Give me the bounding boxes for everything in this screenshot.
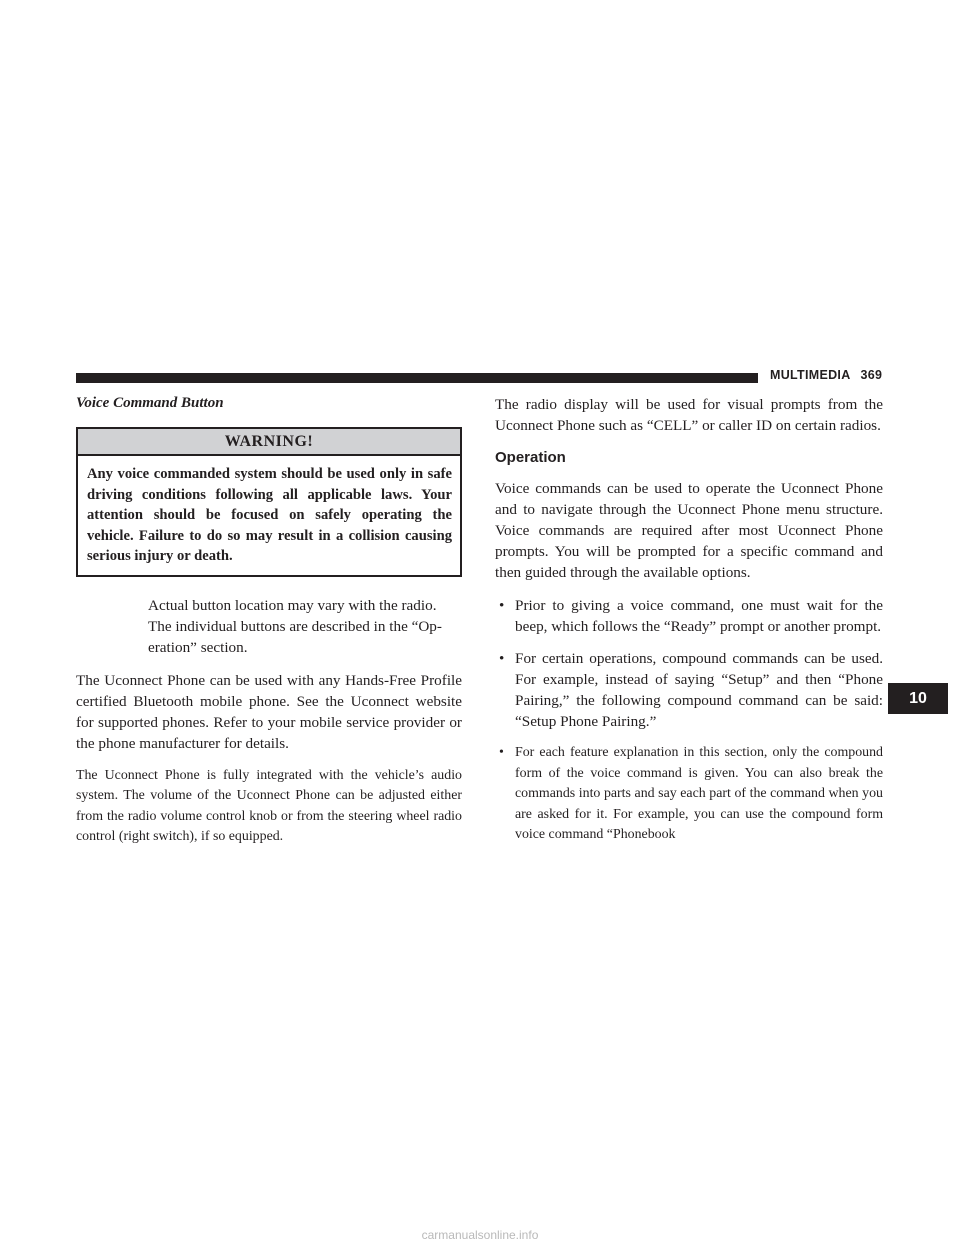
right-column (495, 394, 883, 857)
chapter-tab: 10 (888, 683, 948, 714)
running-header (770, 368, 890, 382)
warning-box (76, 427, 462, 577)
section-title: MULTIMEDIA (770, 368, 851, 382)
bullet-icon: • (499, 650, 505, 667)
list-item-text: For certain operations, compound commands can be used. For example, instead of saying “Setup” and then “Phone Pairing,” the following compound command can be said: “Setup Phone Pairing.” (515, 650, 883, 730)
list-item (495, 648, 883, 732)
page-number: 369 (860, 368, 883, 382)
body-paragraph: The radio display will be used for visual prompts from the Uconnect Phone such as “CELL” or caller ID on certain radios. (495, 396, 883, 434)
list-item (495, 595, 883, 637)
left-column (76, 394, 462, 860)
bullet-icon: • (499, 745, 504, 760)
list-item-text: For each feature explanation in this section, only the compound form of the voice command is given. You can also break the commands into parts and say each part of the command when you are asked for it. For example, you can use the compound form voice command “Phonebook (515, 745, 883, 842)
body-paragraph: The Uconnect Phone is fully integrated with the vehicle’s audio system. The volume of the Uconnect Phone can be adjusted either from the radio volume control knob or from the steering wheel radio control (right switch), if so equipped. (76, 767, 462, 844)
bullet-list (495, 595, 883, 846)
body-paragraph: The Uconnect Phone can be used with any Hands-Free Profile certified Bluetooth mobile phone. See the Uconnect website for supported phones. Refer to your mobile service provider or the phone manufacturer for details. (76, 671, 462, 752)
header-rule (76, 373, 758, 383)
subhead-voice-command-button: Voice Command Button (76, 395, 224, 411)
button-location-note: Actual button location may vary with the radio. The individual buttons are described in the “Op-eration” section. (148, 596, 442, 656)
list-item (495, 743, 883, 846)
bullet-icon: • (499, 597, 505, 614)
section-heading-operation: Operation (495, 449, 566, 466)
list-item-text: Prior to giving a voice command, one must wait for the beep, which follows the “Ready” prompt or another prompt. (515, 597, 883, 635)
watermark: carmanualsonline.info (421, 1228, 539, 1242)
warning-text: Any voice commanded system should be used only in safe driving conditions following all applicable laws. Your attention should be focused on safely operating the vehicle. Failure to do so may result in a collision causing serious injury or death. (87, 466, 452, 564)
body-paragraph: Voice commands can be used to operate the Uconnect Phone and to navigate through the Uconnect Phone menu structure. Voice commands are required after most Uconnect Phone prompts. You will be prompted for a specific command and then guided through the available options. (495, 480, 883, 581)
warning-title: WARNING! (78, 429, 460, 456)
